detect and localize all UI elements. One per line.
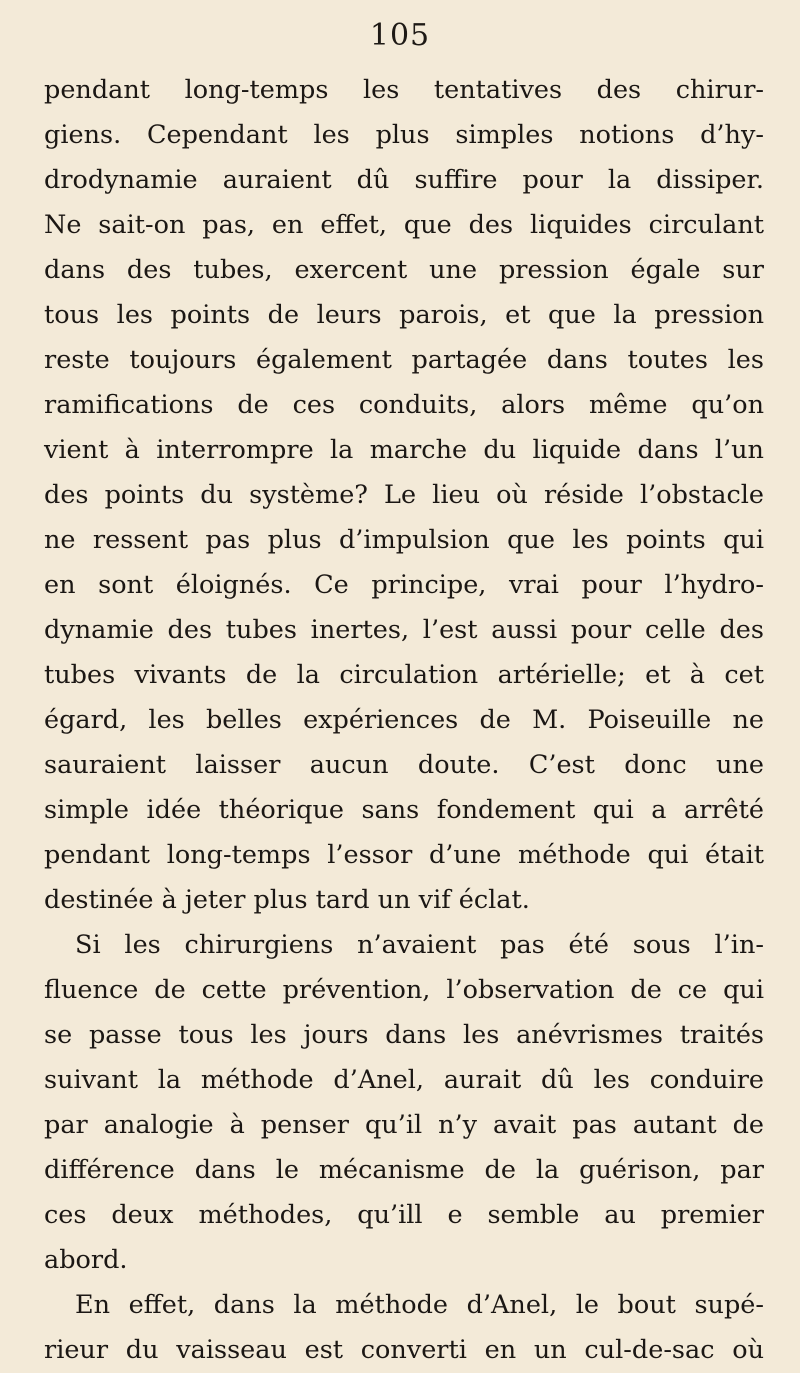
text-line: pendant long-temps les tentatives des chirur- bbox=[44, 75, 764, 105]
text-line: ramifications de ces conduits, alors même qu’on bbox=[44, 390, 764, 420]
text-line: destinée à jeter plus tard un vif éclat. bbox=[44, 885, 530, 915]
text-line: tubes vivants de la circulation artérielle; et à cet bbox=[44, 660, 764, 690]
text-line: Si les chirurgiens n’avaient pas été sous l’in- bbox=[75, 930, 764, 960]
text-line: tous les points de leurs parois, et que la pression bbox=[44, 300, 764, 330]
text-line: rieur du vaisseau est converti en un cul-de-sac où bbox=[44, 1335, 764, 1365]
text-line: se passe tous les jours dans les anévrismes traités bbox=[44, 1020, 764, 1050]
text-line: vient à interrompre la marche du liquide dans l’un bbox=[44, 435, 764, 465]
body-text bbox=[44, 68, 764, 1373]
text-line: simple idée théorique sans fondement qui a arrêté bbox=[44, 795, 764, 825]
text-line: drodynamie auraient dû suffire pour la dissiper. bbox=[44, 165, 764, 195]
text-line: giens. Cependant les plus simples notions d’hy- bbox=[44, 120, 764, 150]
text-line: sauraient laisser aucun doute. C’est donc une bbox=[44, 750, 764, 780]
text-line: par analogie à penser qu’il n’y avait pas autant de bbox=[44, 1110, 764, 1140]
text-line: des points du système? Le lieu où réside l’obstacle bbox=[44, 480, 764, 510]
text-line: en sont éloignés. Ce principe, vrai pour l’hydro- bbox=[44, 570, 764, 600]
text-line: pendant long-temps l’essor d’une méthode qui était bbox=[44, 840, 764, 870]
text-line: fluence de cette prévention, l’observation de ce qui bbox=[44, 975, 764, 1005]
text-line: En effet, dans la méthode d’Anel, le bout supé- bbox=[75, 1290, 764, 1320]
text-line: reste toujours également partagée dans toutes les bbox=[44, 345, 764, 375]
text-line: différence dans le mécanisme de la guérison, par bbox=[44, 1155, 764, 1185]
text-line: suivant la méthode d’Anel, aurait dû les conduire bbox=[44, 1065, 764, 1095]
text-line: ces deux méthodes, qu’ill e semble au premier bbox=[44, 1200, 764, 1230]
text-line: égard, les belles expériences de M. Poiseuille ne bbox=[44, 705, 764, 735]
text-line: abord. bbox=[44, 1245, 128, 1275]
text-line: Ne sait-on pas, en effet, que des liquides circulant bbox=[44, 210, 764, 240]
text-line: dans des tubes, exercent une pression égale sur bbox=[44, 255, 764, 285]
text-line: ne ressent pas plus d’impulsion que les points qui bbox=[44, 525, 764, 555]
page-number: 105 bbox=[369, 18, 431, 53]
text-line: dynamie des tubes inertes, l’est aussi pour celle des bbox=[44, 615, 764, 645]
